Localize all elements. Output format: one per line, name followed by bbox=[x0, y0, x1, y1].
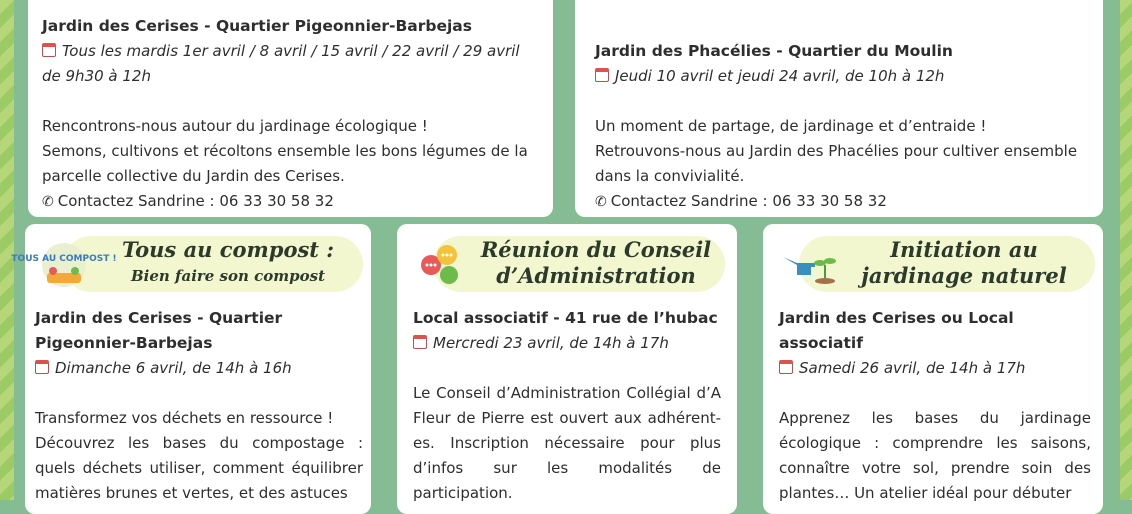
left-decorative-border bbox=[0, 0, 14, 500]
right-decorative-border bbox=[1120, 0, 1132, 500]
event-date: Dimanche 6 avril, de 14h à 16h bbox=[35, 356, 363, 381]
event-location: Jardin des Phacélies - Quartier du Moulin bbox=[595, 42, 953, 60]
event-header bbox=[11, 232, 363, 294]
watering-can-icon bbox=[779, 235, 837, 291]
phone-icon: ✆ bbox=[42, 194, 54, 210]
event-description: Retrouvons-nous au Jardin des Phacélies pour cultiver ensemble dans la convivialité. bbox=[595, 142, 1078, 185]
event-title: Réunion du Conseil d’Administration bbox=[480, 237, 712, 288]
event-contact[interactable]: ✆ Contactez Sandrine : 06 33 30 58 32 bbox=[42, 189, 539, 215]
event-location: Jardin des Cerises ou Local associatif bbox=[779, 309, 1014, 352]
event-description: Rencontrons-nous autour du jardinage écologique ! bbox=[42, 117, 428, 135]
calendar-icon bbox=[42, 43, 56, 57]
calendar-icon bbox=[413, 335, 427, 349]
event-card-conseil bbox=[397, 224, 737, 514]
event-date: Mercredi 23 avril, de 14h à 17h bbox=[413, 331, 721, 356]
event-location: Jardin des Cerises - Quartier Pigeonnier-Barbejas bbox=[35, 309, 283, 352]
event-time: de 9h30 à 12h bbox=[42, 67, 151, 85]
phone-icon: ✆ bbox=[595, 194, 607, 210]
calendar-icon bbox=[779, 360, 793, 374]
event-header bbox=[413, 232, 721, 294]
event-title: Tous au compost : Bien faire son compost bbox=[121, 237, 335, 285]
speech-bubbles-icon bbox=[413, 235, 471, 291]
event-card-jardin-phacelies bbox=[575, 0, 1103, 217]
event-contact[interactable]: ✆ Contactez Sandrine : 06 33 30 58 32 bbox=[595, 189, 1089, 215]
calendar-icon bbox=[35, 360, 49, 374]
event-description: Découvrez les bases du compostage : quels déchets utiliser, comment équilibrer matières brunes et vertes, et des astuces bbox=[35, 434, 363, 502]
event-description: Semons, cultivons et récoltons ensemble les bons légumes de la parcelle collective du Jardin des Cerises. bbox=[42, 142, 528, 185]
event-date: Samedi 26 avril, de 14h à 17h bbox=[779, 356, 1091, 381]
event-card-initiation bbox=[763, 224, 1103, 514]
event-header bbox=[779, 232, 1091, 294]
event-location: Jardin des Cerises - Quartier Pigeonnier-Barbejas bbox=[42, 17, 472, 35]
event-card-jardin-cerises bbox=[28, 0, 553, 217]
event-description: Transformez vos déchets en ressource ! bbox=[35, 409, 334, 427]
event-date: Tous les mardis 1er avril / 8 avril / 15 avril / 22 avril / 29 avril bbox=[42, 39, 539, 64]
event-description: Un moment de partage, de jardinage et d’entraide ! bbox=[595, 117, 987, 135]
event-location: Local associatif - 41 rue de l’hubac bbox=[413, 309, 718, 327]
event-title: Initiation au jardinage naturel bbox=[861, 237, 1067, 288]
compost-logo-icon bbox=[11, 235, 117, 291]
calendar-icon bbox=[595, 68, 609, 82]
event-date: Jeudi 10 avril et jeudi 24 avril, de 10h à 12h bbox=[595, 64, 1089, 89]
event-card-compost bbox=[11, 224, 371, 514]
compost-logo-text: TOUS AU COMPOST ! bbox=[11, 254, 117, 264]
event-description: Apprenez les bases du jardinage écologique : comprendre les saisons, connaître votre sol, prendre soin des plantes… Un atelier idéal pour débuter bbox=[779, 409, 1091, 502]
event-description: Le Conseil d’Administration Collégial d’A Fleur de Pierre est ouvert aux adhérent-es. Inscription nécessaire pour plus d’infos sur les modalités de participation. bbox=[413, 384, 721, 502]
